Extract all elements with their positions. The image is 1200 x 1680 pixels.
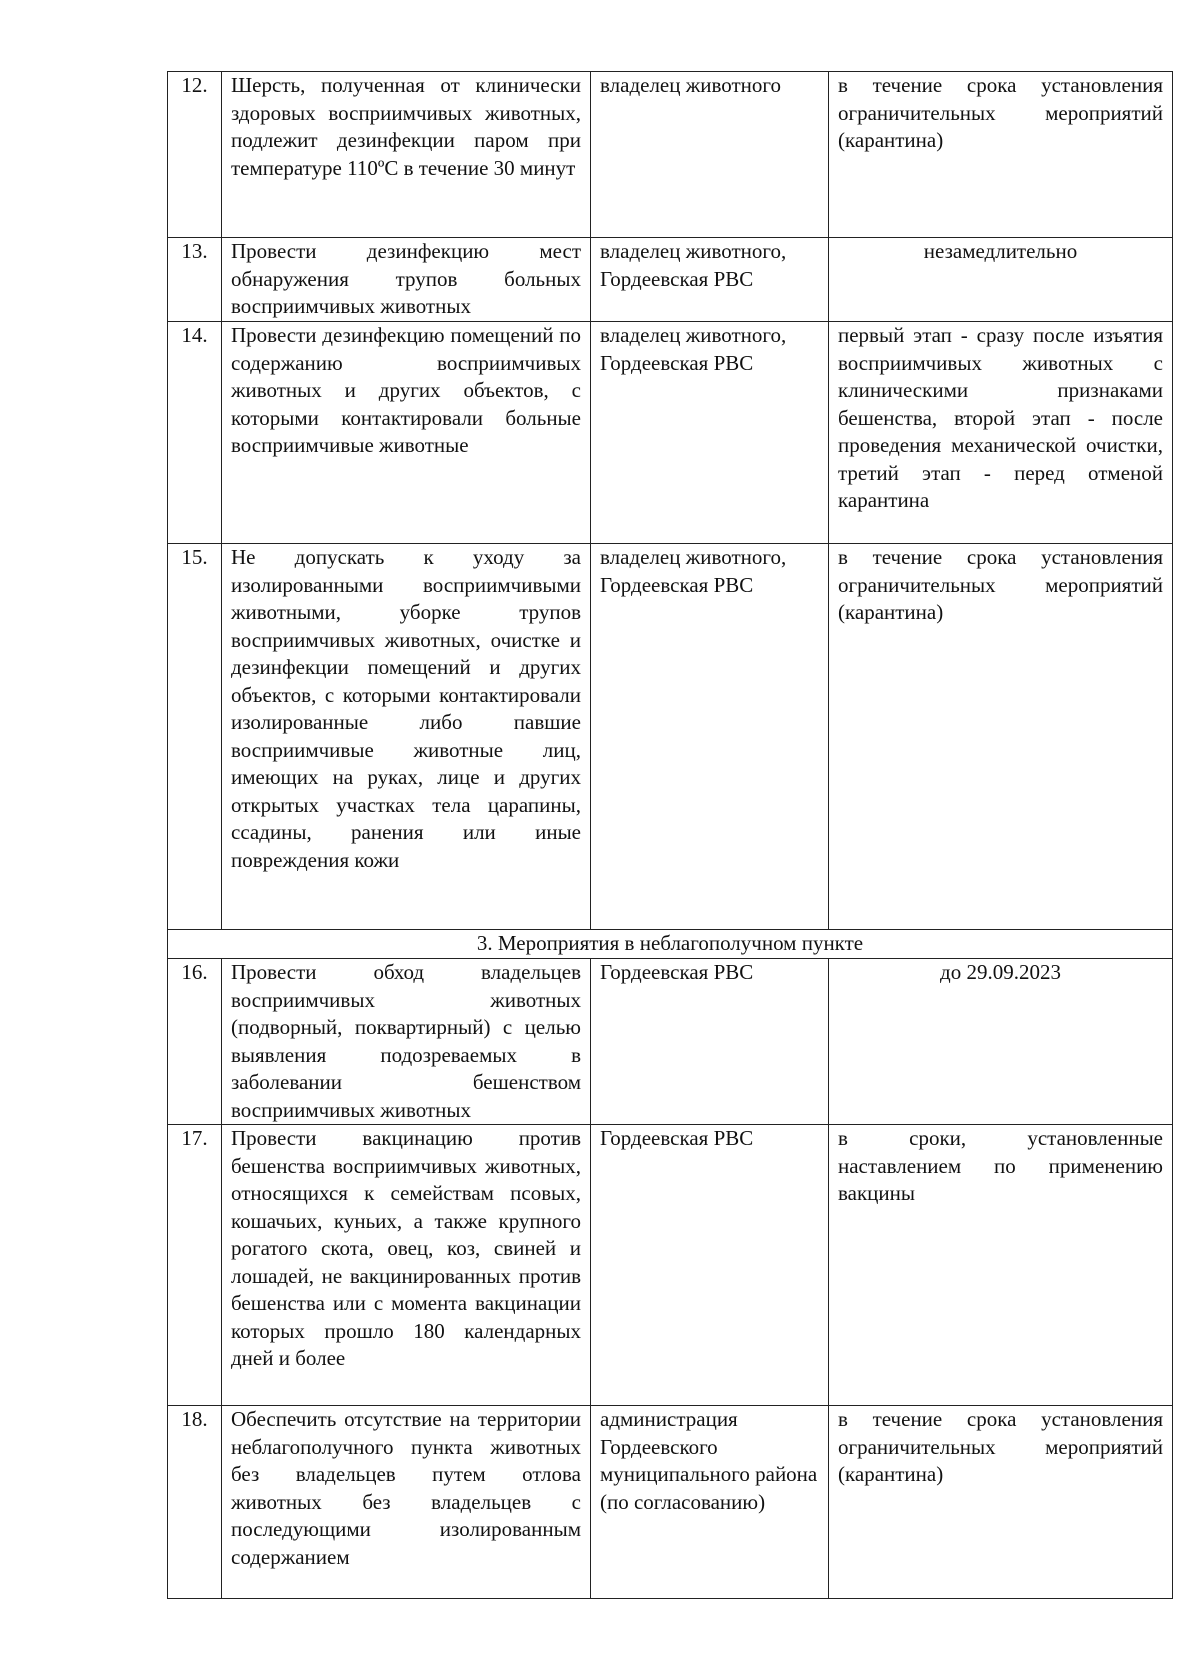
row-action: Не допускать к уходу за изолированными восприимчивыми животными, уборке трупов восприимчивых животных, очистке и дезинфекции помещений и других объектов, с которыми контактировали изолированные либо павшие восприимчивые животные лиц, имеющих на руках, лице и других открытых участках тела царапины, ссадины, ранения или иные повреждения кожи bbox=[222, 544, 591, 930]
row-responsible: Гордеевская РВС bbox=[591, 959, 829, 1125]
row-responsible: владелец животного, Гордеевская РВС bbox=[591, 322, 829, 544]
row-number: 12. bbox=[168, 72, 222, 238]
section-row-group bbox=[168, 930, 1173, 959]
row-action: Провести вакцинацию против бешенства восприимчивых животных, относящихся к семействам псовых, кошачьих, куньих, а также крупного рогатого скота, овец, коз, свиней и лошадей, не вакцинированных против бешенства или с момента вакцинации которых прошло 180 календарных дней и более bbox=[222, 1125, 591, 1406]
table-body-before bbox=[168, 72, 1173, 930]
table-row bbox=[168, 238, 1173, 322]
row-responsible: владелец животного, Гордеевская РВС bbox=[591, 544, 829, 930]
row-number: 18. bbox=[168, 1406, 222, 1599]
measures-table bbox=[167, 71, 1173, 1599]
section-row bbox=[168, 930, 1173, 959]
row-number: 16. bbox=[168, 959, 222, 1125]
row-action: Шерсть, полученная от клинически здоровых восприимчивых животных, подлежит дезинфекции паром при температуре 110ºС в течение 30 минут bbox=[222, 72, 591, 238]
section-title: 3. Мероприятия в неблагополучном пункте bbox=[168, 930, 1173, 959]
row-term: первый этап - сразу после изъятия восприимчивых животных с клиническими признаками бешенства, второй этап - после проведения механической очистки, третий этап - перед отменой карантина bbox=[829, 322, 1173, 544]
row-term: в течение срока установления ограничительных мероприятий (карантина) bbox=[829, 1406, 1173, 1599]
table-row bbox=[168, 1125, 1173, 1406]
row-action: Обеспечить отсутствие на территории неблагополучного пункта животных без владельцев путем отлова животных без владельцев с последующими изолированным содержанием bbox=[222, 1406, 591, 1599]
row-number: 17. bbox=[168, 1125, 222, 1406]
row-number: 13. bbox=[168, 238, 222, 322]
row-number: 14. bbox=[168, 322, 222, 544]
row-term: в течение срока установления ограничительных мероприятий (карантина) bbox=[829, 544, 1173, 930]
row-responsible: Гордеевская РВС bbox=[591, 1125, 829, 1406]
table-row bbox=[168, 322, 1173, 544]
table-body-after bbox=[168, 959, 1173, 1599]
row-responsible: владелец животного, Гордеевская РВС bbox=[591, 238, 829, 322]
row-term: незамедлительно bbox=[829, 238, 1173, 322]
table-row bbox=[168, 72, 1173, 238]
row-term: в течение срока установления ограничительных мероприятий (карантина) bbox=[829, 72, 1173, 238]
row-responsible: администрация Гордеевского муниципального района (по согласованию) bbox=[591, 1406, 829, 1599]
row-term: в сроки, установленные наставлением по применению вакцины bbox=[829, 1125, 1173, 1406]
row-term: до 29.09.2023 bbox=[829, 959, 1173, 1125]
table-row bbox=[168, 544, 1173, 930]
row-responsible: владелец животного bbox=[591, 72, 829, 238]
table-row bbox=[168, 1406, 1173, 1599]
row-action: Провести дезинфекцию мест обнаружения трупов больных восприимчивых животных bbox=[222, 238, 591, 322]
row-number: 15. bbox=[168, 544, 222, 930]
row-action: Провести обход владельцев восприимчивых животных (подворный, поквартирный) с целью выявления подозреваемых в заболевании бешенством восприимчивых животных bbox=[222, 959, 591, 1125]
row-action: Провести дезинфекцию помещений по содержанию восприимчивых животных и других объектов, с которыми контактировали больные восприимчивые животные bbox=[222, 322, 591, 544]
table-row bbox=[168, 959, 1173, 1125]
